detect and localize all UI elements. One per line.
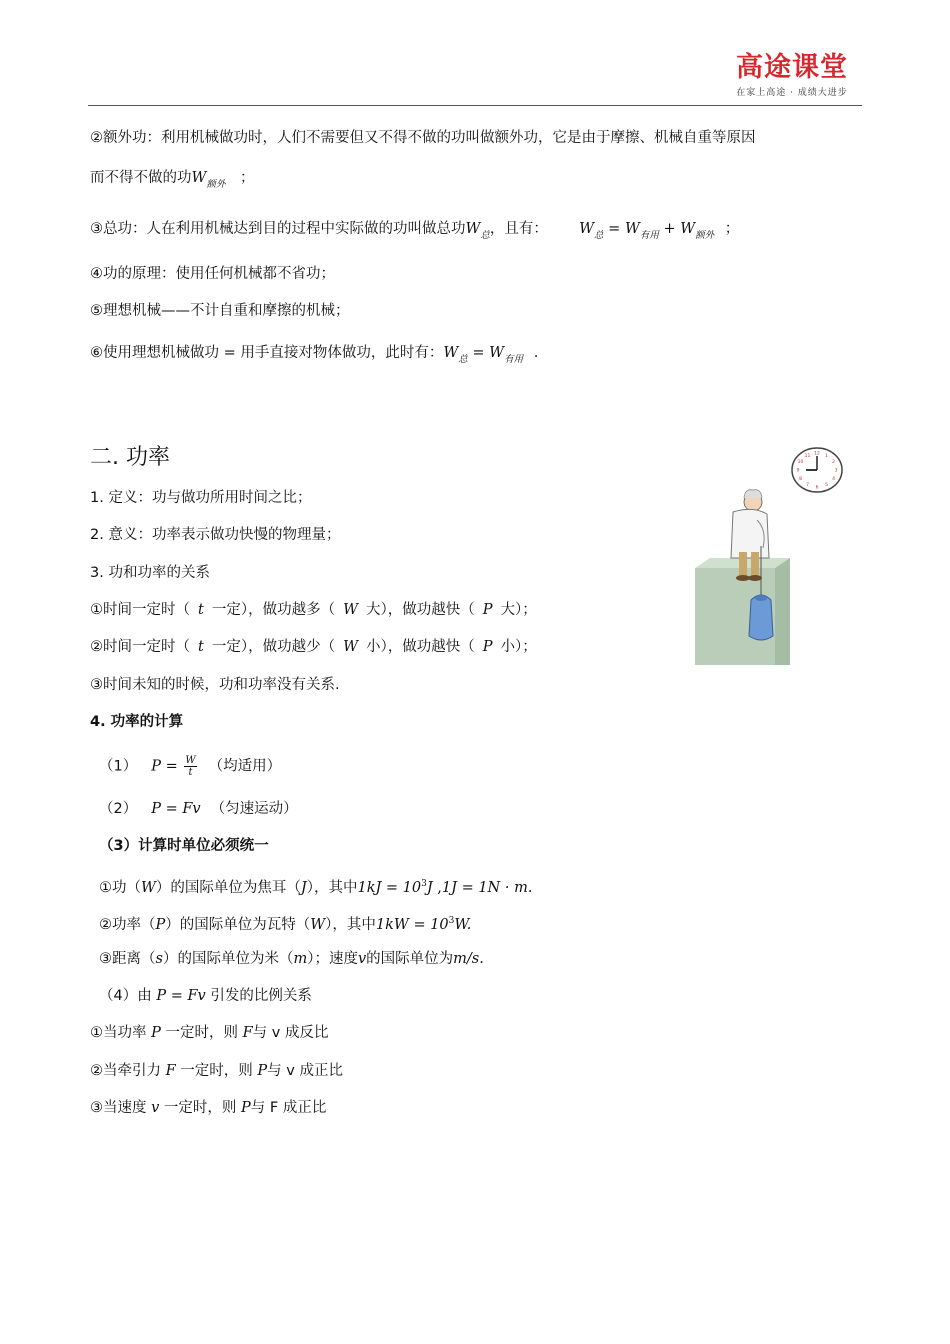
clock-number: 2 xyxy=(832,460,835,465)
proportion-item-2: ②当牵引力 F 一定时，则 P与 v 成正比 xyxy=(90,1063,343,1079)
power-definition: 1. 定义：功与做功所用时间之比； xyxy=(90,490,312,506)
brand-logo xyxy=(728,52,856,98)
clock-number: 3 xyxy=(834,468,838,474)
clock-number: 11 xyxy=(804,453,811,459)
clock-number: 5 xyxy=(825,483,828,489)
clock-number: 10 xyxy=(797,460,804,465)
formula-2: （2） P = Fv （匀速运动） xyxy=(99,801,298,817)
power-meaning: 2. 意义：功率表示做功快慢的物理量； xyxy=(90,527,341,543)
formula-1: （1） P = $\frac{W}{t}$ （均适用） xyxy=(99,755,282,778)
ideal-machine: ⑤理想机械——不计自重和摩擦的机械； xyxy=(90,303,350,319)
ideal-work-line: ⑥使用理想机械做功 = 用手直接对物体做功，此时有：$W_总 = W_{有用}$ . xyxy=(90,345,539,365)
clock-icon xyxy=(792,448,842,492)
unit-work: ①功（W）的国际单位为焦耳（J），其中$1kJ = 10^3J$ ,1J = 1N · m. xyxy=(99,879,533,896)
calc-title: 4. 功率的计算 xyxy=(90,714,184,730)
total-work-line: ③总功：人在利用机械达到目的过程中实际做的功叫做总功$W_总$，且有： $W_总 = W_{有用} + W_{额外}$ ； xyxy=(90,221,740,241)
clock-number: 4 xyxy=(832,477,835,482)
work-principle: ④功的原理：使用任何机械都不省功； xyxy=(90,266,335,282)
proportion-item-1: ①当功率 P 一定时，则 F与 v 成反比 xyxy=(90,1025,329,1041)
clock-number: 6 xyxy=(815,485,819,491)
relation-item-2: ②时间一定时（ t 一定），做功越少（ W 小），做功越快（ P 小）； xyxy=(90,639,537,655)
extra-work-line2: 而不得不做的功$W_{额外}$ ； xyxy=(90,170,255,190)
clock-number: 1 xyxy=(825,453,828,459)
logo-text: 高途课堂 xyxy=(736,52,848,83)
logo-slogan: 在家上高途 · 成绩大进步 xyxy=(736,88,848,98)
clock-number: 12 xyxy=(814,451,820,457)
relation-item-1: ①时间一定时（ t 一定），做功越多（ W 大），做功越快（ P 大）； xyxy=(90,602,537,618)
proportion-item-3: ③当速度 v 一定时，则 P与 F 成正比 xyxy=(90,1100,327,1116)
section-title-power: 二. 功率 xyxy=(90,445,170,470)
extra-work-line1: ②额外功：利用机械做功时，人们不需要但又不得不做的功叫做额外功，它是由于摩擦、机械自重等原因 xyxy=(90,130,756,146)
illustration-man-lifting-bucket xyxy=(695,440,845,665)
clock-number: 7 xyxy=(806,483,809,489)
bucket-icon xyxy=(749,595,773,640)
proportion-title: （4）由 P = Fv 引发的比例关系 xyxy=(99,988,312,1004)
clock-number: 8 xyxy=(799,477,802,482)
relation-title: 3. 功和功率的关系 xyxy=(90,565,210,581)
relation-item-3: ③时间未知的时候，功和功率没有关系. xyxy=(90,677,340,693)
clock-number: 9 xyxy=(796,468,800,474)
unit-distance-speed: ③距离（s）的国际单位为米（m）；速度v的国际单位为m/s. xyxy=(99,951,484,967)
units-title: （3）计算时单位必须统一 xyxy=(99,838,269,854)
unit-power: ②功率（P）的国际单位为瓦特（W），其中$1kW = 10^3W$. xyxy=(99,916,472,933)
header-divider xyxy=(88,105,862,106)
